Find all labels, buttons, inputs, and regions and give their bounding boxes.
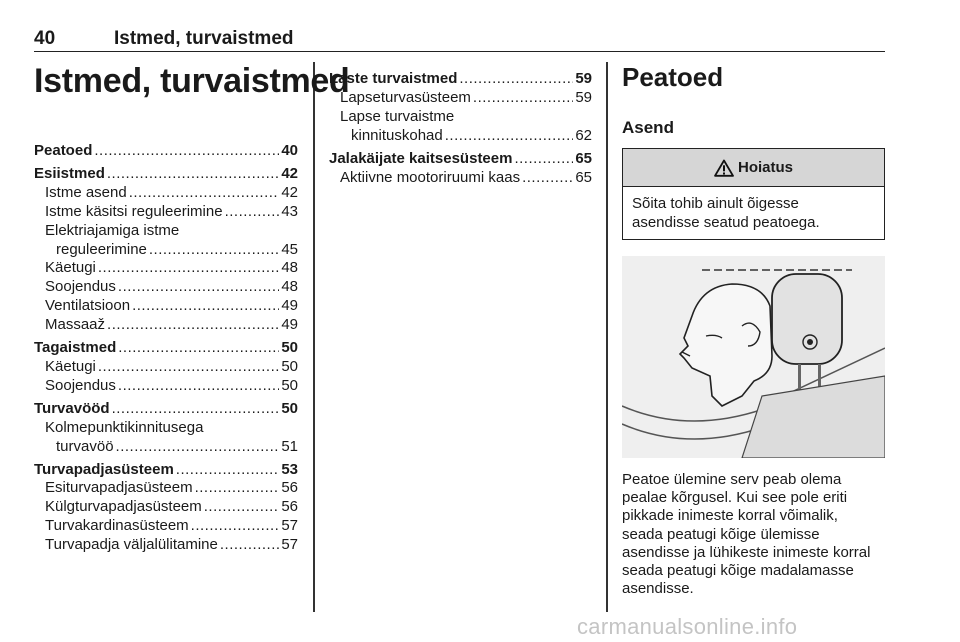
body-line: pikkade inimeste korral võimalik, bbox=[622, 507, 838, 525]
column-divider bbox=[313, 62, 315, 612]
toc-entry[interactable]: Turvapadjasüsteem ..... 53 bbox=[34, 461, 298, 480]
toc-entry[interactable]: Soojendus ..... 48 bbox=[34, 278, 298, 297]
body-line: asendisse ja lühikeste inimeste korral bbox=[622, 543, 871, 561]
page-number: 40 bbox=[34, 28, 56, 49]
warning-heading bbox=[623, 149, 884, 187]
warning-box bbox=[622, 148, 885, 240]
toc-left bbox=[34, 142, 298, 555]
toc-entry[interactable]: Ventilatsioon ..... 49 bbox=[34, 297, 298, 316]
toc-entry[interactable]: Käetugi ..... 50 bbox=[34, 358, 298, 377]
toc-entry[interactable]: Istme asend ..... 42 bbox=[34, 184, 298, 203]
toc-entry[interactable]: kinnituskohad ..... 62 bbox=[329, 127, 592, 146]
toc-middle bbox=[329, 70, 592, 187]
toc-entry[interactable]: Külgturvapadjasüsteem ..... 56 bbox=[34, 498, 298, 517]
body-line: pealae kõrgusel. Kui see pole eriti bbox=[622, 489, 848, 507]
watermark: carmanualsonline.info bbox=[577, 614, 798, 639]
section-subtitle: Asend bbox=[622, 118, 674, 137]
body-line: asendisse. bbox=[622, 580, 694, 598]
warning-line: asendisse seatud peatoega. bbox=[632, 214, 820, 231]
toc-entry[interactable]: Soojendus ..... 50 bbox=[34, 377, 298, 396]
headrest-illustration bbox=[622, 256, 885, 458]
toc-entry[interactable]: Turvakardinasüsteem ..... 57 bbox=[34, 517, 298, 536]
body-line: seada peatugi kõige ülemisse bbox=[622, 525, 820, 543]
toc-entry-line[interactable]: Elektriajamiga istme bbox=[45, 221, 180, 239]
body-text bbox=[622, 471, 890, 598]
toc-entry[interactable]: Käetugi ..... 48 bbox=[34, 259, 298, 278]
toc-entry-line[interactable]: Kolmepunktikinnitusega bbox=[45, 418, 204, 436]
running-head bbox=[34, 28, 885, 52]
toc-entry[interactable]: Istme käsitsi reguleerimine ..... 43 bbox=[34, 203, 298, 222]
toc-entry[interactable]: Massaaž ..... 49 bbox=[34, 316, 298, 335]
toc-entry[interactable]: Esiistmed ..... 42 bbox=[34, 165, 298, 184]
toc-entry[interactable]: Turvapadja väljalülitamine ..... 57 bbox=[34, 536, 298, 555]
toc-entry[interactable]: Esiturvapadjasüsteem ..... 56 bbox=[34, 479, 298, 498]
body-line: seada peatugi kõige madalamasse bbox=[622, 562, 854, 580]
toc-entry[interactable]: reguleerimine ..... 45 bbox=[34, 241, 298, 260]
column-divider bbox=[606, 62, 608, 612]
warning-triangle-icon bbox=[714, 159, 734, 177]
body-line: Peatoe ülemine serv peab olema bbox=[622, 471, 842, 488]
warning-line: Sõita tohib ainult õigesse bbox=[632, 195, 799, 212]
toc-entry[interactable]: Jalakäijate kaitsesüsteem ..... 65 bbox=[329, 150, 592, 169]
toc-entry[interactable]: Tagaistmed ..... 50 bbox=[34, 339, 298, 358]
warning-heading-text: Hoiatus bbox=[737, 159, 793, 176]
toc-entry[interactable]: Turvavööd ..... 50 bbox=[34, 400, 298, 419]
toc-entry-line[interactable]: Lapse turvaistme bbox=[340, 107, 455, 125]
toc-entry[interactable]: Laste turvaistmed ..... 59 bbox=[329, 70, 592, 89]
chapter-title: Istmed, turvaistmed bbox=[34, 62, 350, 100]
warning-text bbox=[623, 187, 884, 239]
toc-entry[interactable]: Lapseturvasüsteem ..... 59 bbox=[329, 89, 592, 108]
section-title: Peatoed bbox=[622, 62, 724, 92]
headrest-diagram bbox=[622, 256, 885, 458]
toc-entry[interactable]: Peatoed ..... 40 bbox=[34, 142, 298, 161]
toc-entry[interactable]: Aktiivne mootoriruumi kaas ..... 65 bbox=[329, 169, 592, 188]
toc-entry[interactable]: turvavöö ..... 51 bbox=[34, 438, 298, 457]
running-head-title: Istmed, turvaistmed bbox=[114, 28, 294, 49]
